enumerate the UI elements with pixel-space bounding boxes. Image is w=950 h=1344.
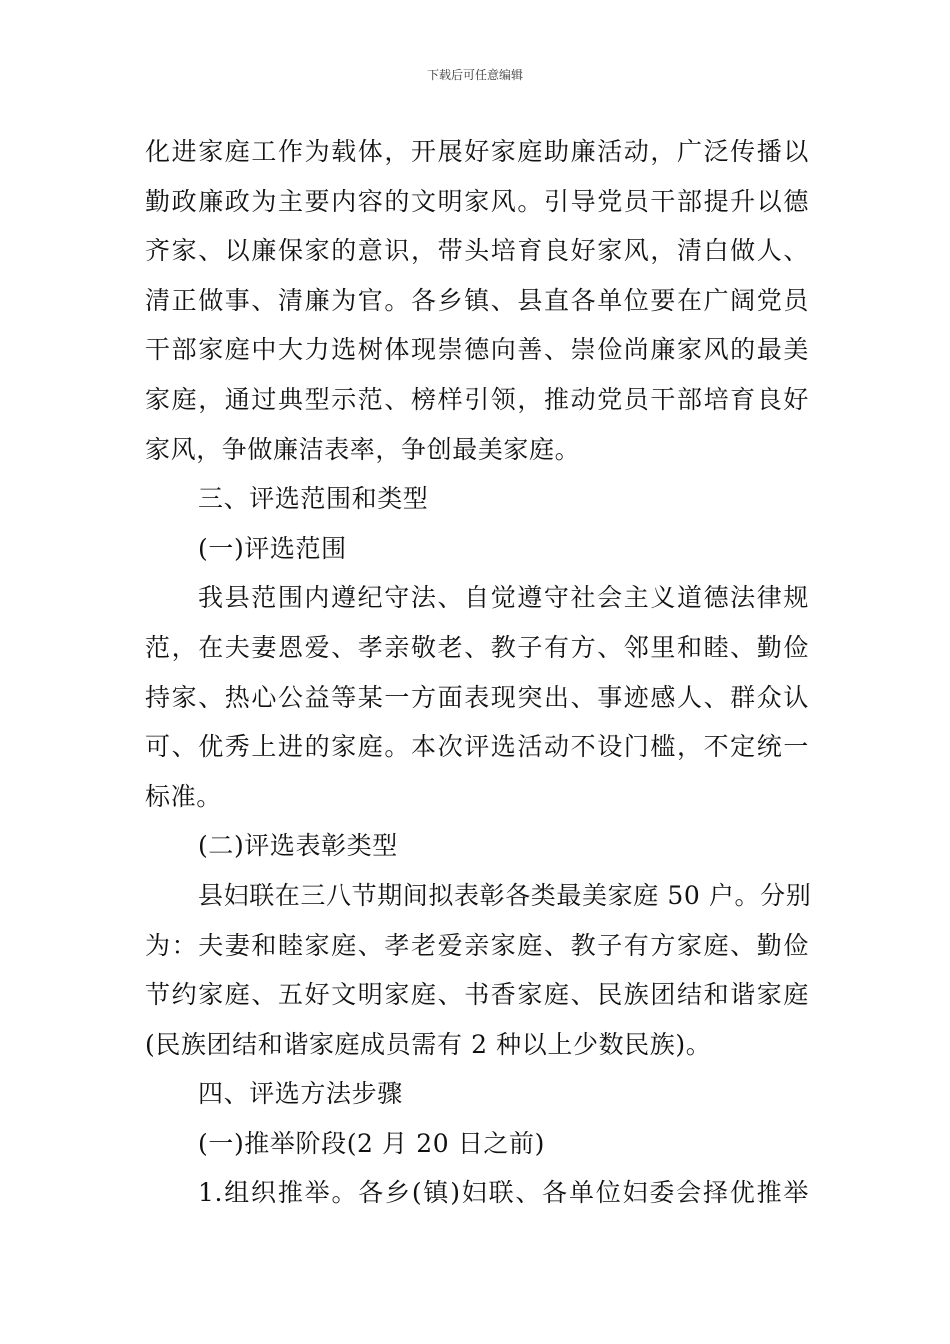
paragraph-line: 范，在夫妻恩爱、孝亲敬老、教子有方、邻里和睦、勤俭 bbox=[145, 632, 809, 662]
subsection-heading: (一)推举阶段(2 月 20 日之前) bbox=[198, 1128, 545, 1158]
document-body bbox=[145, 127, 812, 1218]
paragraph-line: 干部家庭中大力选树体现崇德向善、崇俭尚廉家风的最美 bbox=[145, 335, 809, 365]
paragraph-line: 1.组织推举。各乡(镇)妇联、各单位妇委会择优推举 bbox=[198, 1178, 809, 1208]
paragraph-line: 化进家庭工作为载体，开展好家庭助廉活动，广泛传播以 bbox=[145, 137, 809, 166]
paragraph-line: (民族团结和谐家庭成员需有 2 种以上少数民族)。 bbox=[145, 1029, 712, 1059]
paragraph-line: 持家、热心公益等某一方面表现突出、事迹感人、群众认 bbox=[145, 682, 809, 712]
paragraph-line: 家风，争做廉洁表率，争创最美家庭。 bbox=[145, 434, 581, 464]
section-heading: 四、评选方法步骤 bbox=[198, 1079, 403, 1109]
paragraph-line: 我县范围内遵纪守法、自觉遵守社会主义道德法律规 bbox=[198, 583, 809, 613]
paragraph-line: 为：夫妻和睦家庭、孝老爱亲家庭、教子有方家庭、勤俭 bbox=[145, 930, 809, 960]
page-header-note: 下载后可任意编辑 bbox=[426, 68, 523, 82]
paragraph-line: 可、优秀上进的家庭。本次评选活动不设门槛，不定统一 bbox=[145, 732, 809, 762]
section-heading: 三、评选范围和类型 bbox=[198, 484, 429, 514]
paragraph-line: 清正做事、清廉为官。各乡镇、县直各单位要在广阔党员 bbox=[145, 285, 809, 315]
paragraph-line: 家庭，通过典型示范、榜样引领，推动党员干部培育良好 bbox=[145, 384, 809, 414]
paragraph-line: 勤政廉政为主要内容的文明家风。引导党员干部提升以德 bbox=[145, 186, 809, 216]
paragraph-line: 县妇联在三八节期间拟表彰各类最美家庭 50 户。分别 bbox=[198, 880, 812, 910]
paragraph-line: 齐家、以廉保家的意识，带头培育良好家风，清白做人、 bbox=[145, 236, 809, 266]
subsection-heading: (一)评选范围 bbox=[198, 533, 347, 563]
subsection-heading: (二)评选表彰类型 bbox=[198, 831, 398, 861]
paragraph-line: 节约家庭、五好文明家庭、书香家庭、民族团结和谐家庭 bbox=[145, 980, 809, 1010]
paragraph-line: 标准。 bbox=[145, 781, 222, 811]
